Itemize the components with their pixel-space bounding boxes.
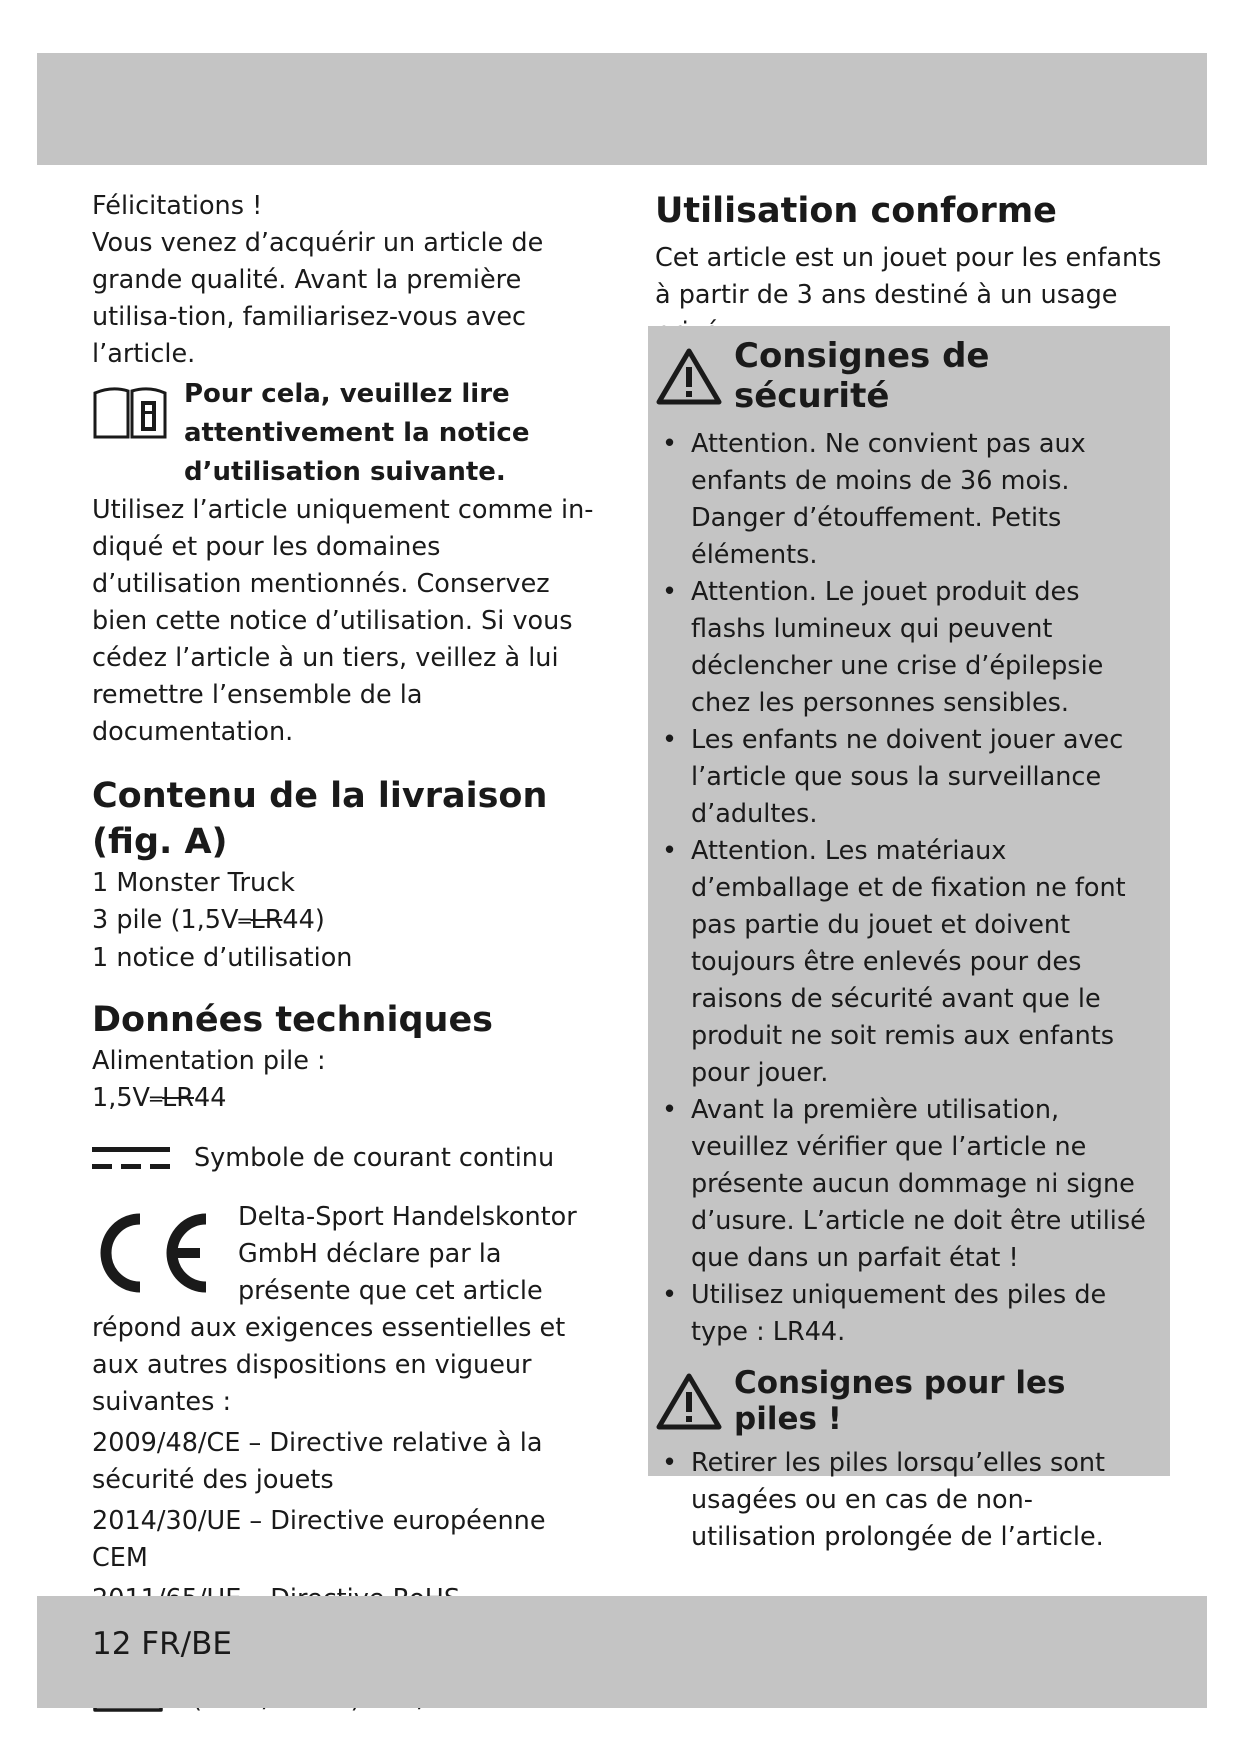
ce-line-1: Delta-Sport Handelskontor [238,1202,577,1232]
ce-rest: répond aux exigences essentielles et aux autres dispositions en vigueur suivantes : [92,1313,566,1417]
technical-title: Données techniques [92,1000,494,1040]
intro-text: Vous venez d’acquérir un article de grande qualité. Avant la première utilisa-tion, familiarisez-vous avec l’article. [92,228,544,369]
ce-declaration [92,1199,597,1421]
delivery-item-2-suffix: 44) [282,905,325,935]
safety-item-4: • Attention. Les matériaux d’emballage et de fixation ne font pas partie du jouet et doivent toujours être enlevés pour des raisons de sécurité avant que le produit ne soit remis aux enfants pour jouer. [656,833,1156,1092]
dc-symbol-text: Symbole de courant continu [194,1143,555,1173]
safety-item-2: • Attention. Le jouet produit des flashs lumineux qui peuvent déclencher une crise d’épilepsie chez les personnes sensibles. [656,574,1156,722]
usage-text: Cet article est un jouet pour les enfants à partir de 3 ans destiné à un usage [655,243,1162,310]
safety-item-3: • Les enfants ne doivent jouer avec l’article que sous la surveillance d’adultes. [656,722,1156,833]
dc-mini-icon: ═ [150,1087,163,1111]
ce-mark-icon [92,1211,214,1295]
direct-current-icon [92,1145,170,1173]
power-code: LR [162,1083,194,1113]
dc-symbol-row [92,1140,597,1177]
delivery-section [92,773,597,977]
power-suffix: 44 [193,1083,227,1113]
delivery-item-2-code: LR [250,905,283,935]
battery-heading [656,1365,1156,1437]
directive-1: 2009/48/CE – Directive relative à la sécurité des jouets [92,1428,543,1495]
delivery-item-1: 1 Monster Truck [92,868,295,898]
info-bold-line-1: Pour cela, veuillez lire [184,379,510,409]
directive-2: 2014/30/UE – Directive européenne CEM [92,1506,546,1573]
safety-list [656,426,1156,1351]
left-column [92,188,597,1718]
usage-title: Utilisation conforme [655,191,1057,231]
ce-line-3: présente que cet article [238,1276,543,1306]
power-prefix: 1,5V [92,1083,150,1113]
safety-box [648,326,1170,1552]
safety-title: Consignes de sécurité [734,336,990,416]
manual-info-icon [92,385,168,441]
page-number: 12 FR/BE [92,1626,232,1662]
delivery-item-2 [92,902,597,940]
footer-band [37,1596,1207,1708]
info-bold-line-3: d’utilisation suivante. [184,457,506,487]
safety-item-6: • Utilisez uniquement des piles de type : LR44. [656,1277,1156,1351]
dc-mini-icon: ═ [238,909,251,933]
battery-list [656,1445,1156,1556]
delivery-item-3: 1 notice d’utilisation [92,943,353,973]
battery-item-1: • Retirer les piles lorsqu’elles sont usagées ou en cas de non-utilisation prolongée de l’article. [656,1445,1156,1556]
safety-item-1: • Attention. Ne convient pas aux enfants de moins de 36 mois. Danger d’étouffement. Petits éléments. [656,426,1156,574]
power-value [92,1080,597,1118]
usage-paragraph: Utilisez l’article uniquement comme in-diqué et pour les domaines d’utilisation mentionnés. Conservez bien cette notice d’utilisation. Si vous cédez l’article à un tiers, veillez à lui remettre l’ensemble de la documentation. [92,495,594,747]
delivery-item-2-prefix: 3 pile (1,5V [92,905,239,935]
info-bold-line-2: attentivement la notice [184,418,530,448]
header-band [37,53,1207,165]
delivery-title-line-1: Contenu de la livraison [92,776,548,816]
greeting: Félicitations ! [92,191,263,221]
ce-line-2: GmbH déclare par la [238,1239,502,1269]
warning-triangle-icon [656,1372,722,1430]
power-label: Alimentation pile : [92,1046,326,1076]
warning-triangle-icon [656,347,722,405]
safety-item-5: • Avant la première utilisation, veuillez vérifier que l’article ne présente aucun dommage ni signe d’usure. L’article ne doit être utilisé que dans un parfait état ! [656,1092,1156,1277]
safety-heading [656,336,1156,416]
battery-title: Consignes pour les piles ! [734,1365,1066,1437]
info-notice [92,375,597,492]
delivery-title-line-2: (fig. A) [92,822,228,862]
